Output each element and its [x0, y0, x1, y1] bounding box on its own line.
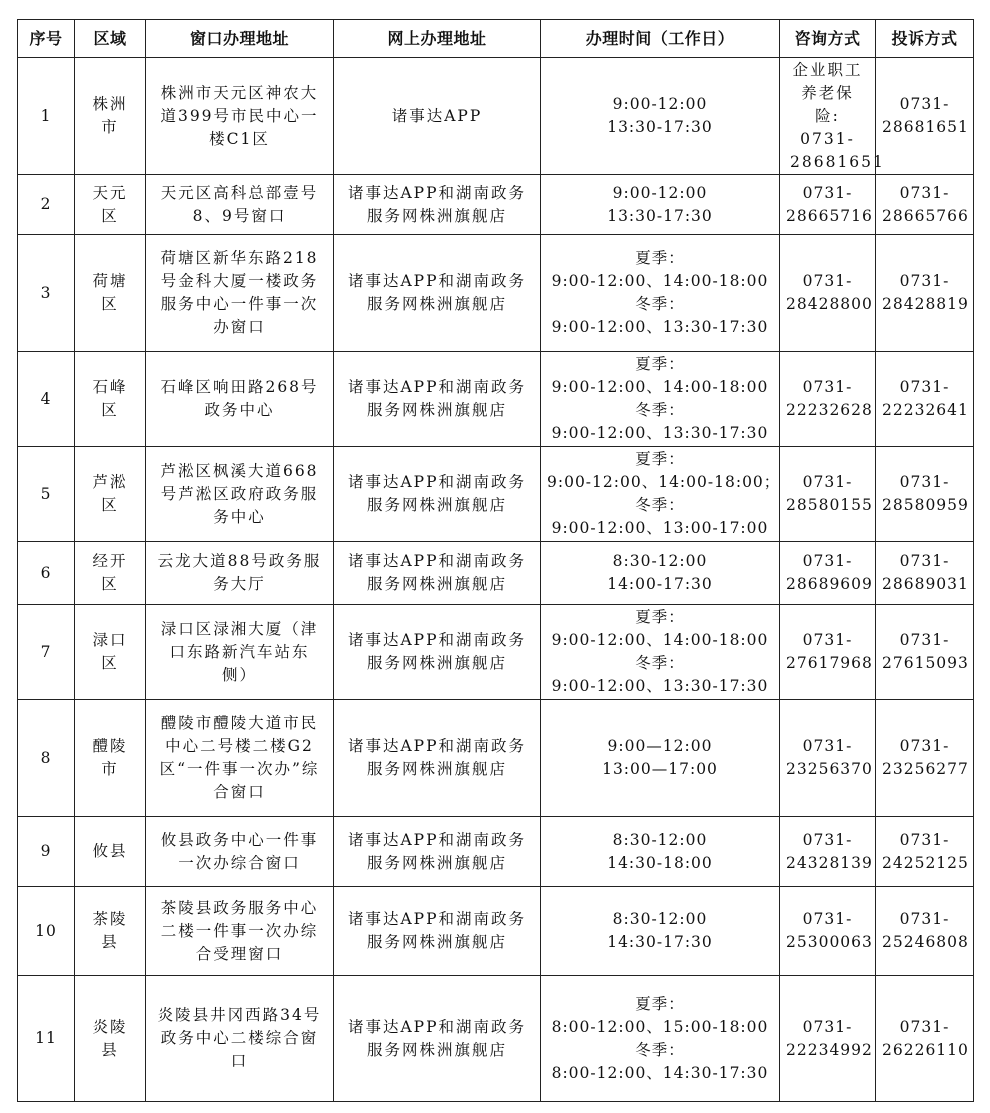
cell-complaint: 0731-23256277 [876, 700, 974, 817]
cell-consult: 0731-27617968 [780, 605, 876, 700]
cell-region: 醴陵市 [75, 700, 146, 817]
table-body [18, 58, 974, 1102]
cell-window-address: 云龙大道88号政务服务大厅 [146, 542, 334, 605]
header-region: 区域 [75, 20, 146, 58]
cell-no: 3 [18, 235, 75, 352]
cell-window-address: 渌口区渌湘大厦（津口东路新汽车站东侧） [146, 605, 334, 700]
cell-hours [541, 352, 780, 447]
cell-complaint: 0731-28665766 [876, 175, 974, 235]
cell-hours [541, 235, 780, 352]
cell-no: 5 [18, 447, 75, 542]
cell-consult-line: 0731-28681651 [790, 129, 885, 171]
cell-online-address: 诸事达APP和湖南政务服务网株洲旗舰店 [334, 352, 541, 447]
cell-online-address: 诸事达APP和湖南政务服务网株洲旗舰店 [334, 605, 541, 700]
cell-region: 芦淞区 [75, 447, 146, 542]
cell-no: 2 [18, 175, 75, 235]
cell-region: 荷塘区 [75, 235, 146, 352]
cell-complaint: 0731-26226110 [876, 976, 974, 1102]
cell-hours-line: 8:30-12:00 [612, 552, 708, 570]
cell-hours [541, 817, 780, 887]
cell-hours [541, 976, 780, 1102]
table-header-row [18, 20, 974, 58]
service-window-table [17, 19, 974, 1102]
cell-complaint: 0731-25246808 [876, 887, 974, 976]
cell-online-address: 诸事达APP和湖南政务服务网株洲旗舰店 [334, 817, 541, 887]
cell-consult: 0731-28665716 [780, 175, 876, 235]
cell-online-address: 诸事达APP和湖南政务服务网株洲旗舰店 [334, 542, 541, 605]
cell-region: 天元区 [75, 175, 146, 235]
cell-consult: 0731-24328139 [780, 817, 876, 887]
cell-window-address: 攸县政务中心一件事一次办综合窗口 [146, 817, 334, 887]
cell-no: 8 [18, 700, 75, 817]
cell-window-address: 荷塘区新华东路218号金科大厦一楼政务服务中心一件事一次办窗口 [146, 235, 334, 352]
cell-hours-line: 8:00-12:00、15:00-18:00 [551, 1017, 769, 1036]
cell-consult: 0731-22234992 [780, 976, 876, 1102]
cell-hours [541, 700, 780, 817]
table-row [18, 976, 974, 1102]
cell-no: 1 [18, 58, 75, 175]
cell-hours-line: 13:30-17:30 [607, 206, 713, 225]
cell-window-address: 醴陵市醴陵大道市民中心二号楼二楼G2区“一件事一次办”综合窗口 [146, 700, 334, 817]
cell-region: 株洲市 [75, 58, 146, 175]
cell-hours-line: 冬季： [635, 401, 685, 419]
cell-hours-line: 冬季： [635, 496, 685, 514]
cell-complaint: 0731-27615093 [876, 605, 974, 700]
cell-complaint: 0731-28580959 [876, 447, 974, 542]
cell-hours [541, 447, 780, 542]
cell-complaint: 0731-22232641 [876, 352, 974, 447]
cell-consult: 0731-28580155 [780, 447, 876, 542]
cell-online-address: 诸事达APP [334, 58, 541, 175]
cell-hours-line: 9:00—12:00 [607, 737, 713, 755]
cell-consult: 0731-25300063 [780, 887, 876, 976]
cell-consult: 0731-28689609 [780, 542, 876, 605]
cell-window-address: 株洲市天元区神农大道399号市民中心一楼C1区 [146, 58, 334, 175]
cell-window-address: 芦淞区枫溪大道668号芦淞区政府政务服务中心 [146, 447, 334, 542]
cell-no: 11 [18, 976, 75, 1102]
cell-hours-line: 8:00-12:00、14:30-17:30 [551, 1063, 769, 1082]
cell-hours-line: 13:30-17:30 [607, 118, 713, 136]
cell-hours-line: 8:30-12:00 [612, 830, 708, 849]
cell-consult: 0731-22232628 [780, 352, 876, 447]
header-hours: 办理时间（工作日） [541, 20, 780, 58]
cell-online-address: 诸事达APP和湖南政务服务网株洲旗舰店 [334, 976, 541, 1102]
cell-hours-line: 夏季： [635, 450, 685, 468]
cell-online-address: 诸事达APP和湖南政务服务网株洲旗舰店 [334, 235, 541, 352]
table-row [18, 235, 974, 352]
cell-hours-line: 9:00-12:00 [612, 95, 708, 113]
cell-no: 6 [18, 542, 75, 605]
cell-hours-line: 夏季： [635, 355, 685, 373]
cell-online-address: 诸事达APP和湖南政务服务网株洲旗舰店 [334, 887, 541, 976]
cell-hours-line: 9:00-12:00、13:30-17:30 [551, 318, 769, 336]
cell-hours-line: 9:00-12:00、14:00-18:00 [551, 378, 769, 396]
cell-hours-line: 冬季： [635, 654, 685, 672]
cell-window-address: 茶陵县政务服务中心二楼一件事一次办综合受理窗口 [146, 887, 334, 976]
table-row [18, 58, 974, 175]
cell-hours-line: 9:00-12:00、13:30-17:30 [551, 424, 769, 442]
cell-hours [541, 175, 780, 235]
cell-no: 9 [18, 817, 75, 887]
cell-hours-line: 14:00-17:30 [607, 575, 713, 593]
cell-online-address: 诸事达APP和湖南政务服务网株洲旗舰店 [334, 447, 541, 542]
cell-region: 经开区 [75, 542, 146, 605]
table-row [18, 700, 974, 817]
cell-region: 石峰区 [75, 352, 146, 447]
header-complaint: 投诉方式 [876, 20, 974, 58]
cell-hours-line: 冬季： [635, 295, 685, 313]
cell-hours [541, 605, 780, 700]
cell-region: 炎陵县 [75, 976, 146, 1102]
cell-online-address: 诸事达APP和湖南政务服务网株洲旗舰店 [334, 175, 541, 235]
cell-complaint: 0731-24252125 [876, 817, 974, 887]
cell-hours-line: 9:00-12:00、13:00-17:00 [551, 519, 769, 537]
cell-hours-line: 13:00—17:00 [602, 760, 718, 778]
cell-hours-line: 9:00-12:00、14:00-18:00； [547, 473, 781, 491]
cell-region: 茶陵县 [75, 887, 146, 976]
cell-region: 攸县 [75, 817, 146, 887]
cell-hours-line: 8:30-12:00 [612, 910, 708, 928]
table-row [18, 447, 974, 542]
header-no: 序号 [18, 20, 75, 58]
cell-complaint: 0731-28681651 [876, 58, 974, 175]
cell-hours-line: 冬季： [635, 1040, 685, 1059]
cell-consult-line: 企业职工养老保险: [792, 60, 863, 125]
table-row [18, 817, 974, 887]
cell-region: 渌口区 [75, 605, 146, 700]
cell-window-address: 天元区高科总部壹号8、9号窗口 [146, 175, 334, 235]
cell-online-address: 诸事达APP和湖南政务服务网株洲旗舰店 [334, 700, 541, 817]
cell-hours-line: 9:00-12:00、14:00-18:00 [551, 272, 769, 290]
cell-complaint: 0731-28428819 [876, 235, 974, 352]
cell-complaint: 0731-28689031 [876, 542, 974, 605]
cell-hours-line: 9:00-12:00、13:30-17:30 [551, 677, 769, 695]
cell-hours-line: 14:30-17:30 [607, 933, 713, 951]
header-window-address: 窗口办理地址 [146, 20, 334, 58]
cell-hours [541, 887, 780, 976]
cell-no: 4 [18, 352, 75, 447]
cell-hours-line: 9:00-12:00、14:00-18:00 [551, 631, 769, 649]
cell-hours [541, 542, 780, 605]
cell-hours-line: 9:00-12:00 [612, 183, 708, 202]
cell-hours-line: 夏季： [635, 994, 685, 1013]
header-consult: 咨询方式 [780, 20, 876, 58]
cell-consult [780, 58, 885, 175]
cell-window-address: 石峰区响田路268号政务中心 [146, 352, 334, 447]
service-table-container [17, 19, 974, 1102]
header-online-address: 网上办理地址 [334, 20, 541, 58]
table-row [18, 605, 974, 700]
table-row [18, 887, 974, 976]
table-row [18, 352, 974, 447]
cell-hours-line: 夏季： [635, 608, 685, 626]
cell-no: 10 [18, 887, 75, 976]
cell-no: 7 [18, 605, 75, 700]
cell-consult: 0731-23256370 [780, 700, 876, 817]
cell-hours [541, 58, 780, 175]
table-row [18, 542, 974, 605]
cell-hours-line: 夏季： [635, 249, 685, 267]
cell-hours-line: 14:30-18:00 [607, 853, 713, 872]
table-row [18, 175, 974, 235]
cell-window-address: 炎陵县井冈西路34号政务中心二楼综合窗口 [146, 976, 334, 1102]
cell-consult: 0731-28428800 [780, 235, 876, 352]
